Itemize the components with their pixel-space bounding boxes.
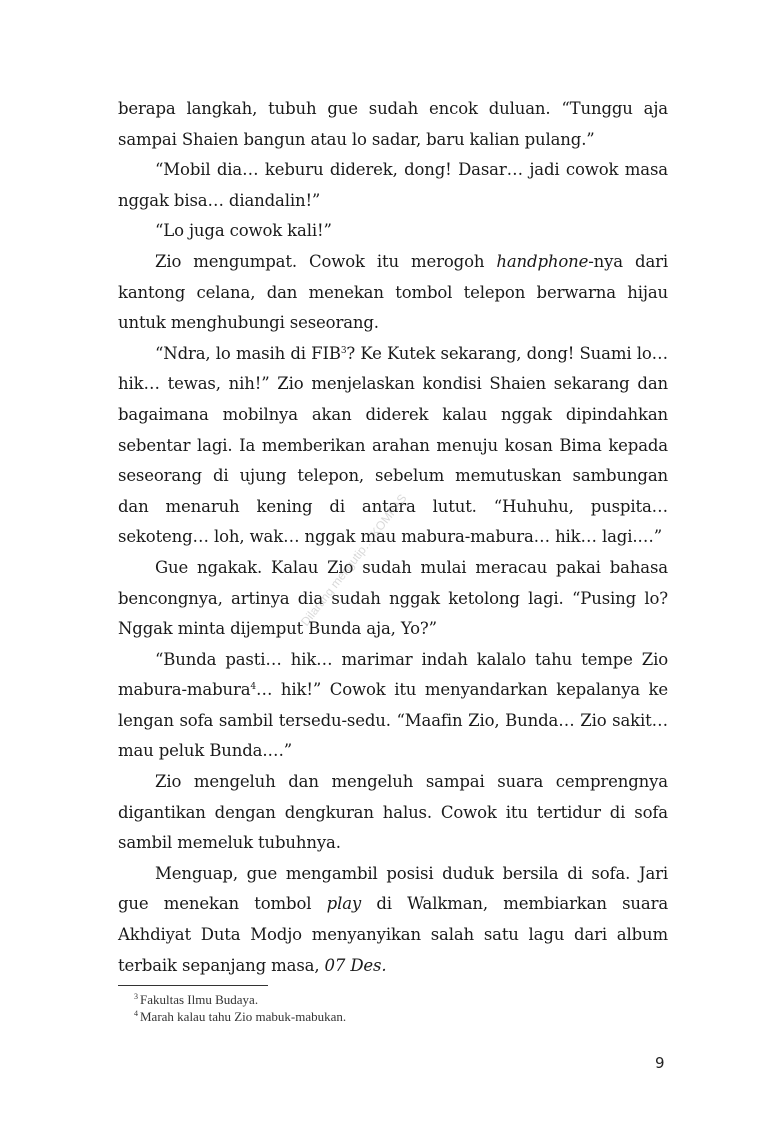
text-run: Zio mengumpat. Cowok itu merogoh — [155, 251, 497, 271]
footnote-rule — [118, 985, 268, 986]
text-run: “Ndra, lo masih di FIB — [155, 343, 341, 363]
text-run: -nya dari kantong celana, dan menekan tombol telepon berwarna hijau untuk menghubungi seseorang. — [118, 251, 668, 333]
text-run: “Lo juga cowok kali!” — [155, 221, 332, 241]
paragraph-9 — [118, 859, 668, 981]
paragraph-6 — [118, 553, 668, 645]
footnotes — [118, 985, 668, 1025]
footnote-4-number: 4 — [134, 1009, 138, 1018]
paragraph-7 — [118, 645, 668, 767]
footnote-ref: 4 — [250, 682, 256, 693]
text-run: ? Ke Kutek sekarang, dong! Suami lo… hik… tewas, nih!” Zio menjelaskan kondisi Shaien sekarang dan bagaimana mobilnya akan diderek kalau nggak dipindahkan sebentar lagi. Ia memberikan arahan menuju kosan Bima kepada seseorang di ujung telepon, sebelum memutuskan sambungan dan menaruh kening di antara lutut. “Huhuhu, puspita… sekoteng… loh, wak… nggak mau mabura-mabura… hik… lagi.…” — [118, 343, 668, 547]
footnote-4 — [118, 1008, 668, 1025]
paragraph-2 — [118, 155, 668, 216]
italic-text: play — [326, 894, 362, 914]
paragraph-3 — [118, 216, 668, 247]
text-run: berapa langkah, tubuh gue sudah encok duluan. “Tunggu aja sampai Shaien bangun atau lo sadar, baru kalian pulang.” — [118, 99, 668, 149]
footnote-3-text: Fakultas Ilmu Budaya. — [140, 992, 259, 1007]
text-run: Zio mengeluh dan mengeluh sampai suara cemprengnya digantikan dengan dengkuran halus. Cowok itu tertidur di sofa sambil memeluk tubuhnya. — [118, 772, 668, 853]
footnote-4-text: Marah kalau tahu Zio mabuk-mabukan. — [140, 1009, 347, 1024]
paragraph-4 — [118, 247, 668, 339]
text-run: Menguap, gue mengambil posisi duduk bersila di sofa. Jari gue menekan tombol — [118, 863, 668, 914]
paragraph-1 — [118, 94, 668, 155]
footnote-3-number: 3 — [134, 992, 138, 1001]
footnote-3 — [118, 991, 668, 1008]
watermark: Dilarang mengutip… KOMPAS — [298, 491, 410, 629]
main-text — [118, 94, 668, 981]
text-run: “Bunda pasti… hik… marimar indah kalalo tahu tempe Zio mabura-mabura — [118, 649, 668, 700]
text-run: “Mobil dia… keburu diderek, dong! Dasar… jadi cowok masa nggak bisa… diandalin!” — [118, 160, 668, 210]
italic-text: handphone — [496, 251, 589, 271]
text-run: … hik!” Cowok itu menyandarkan kepalanya ke lengan sofa sambil tersedu-sedu. “Maafin Zio, Bunda… Zio sakit… mau peluk Bunda.…” — [118, 680, 668, 761]
paragraph-8 — [118, 767, 668, 859]
footnote-ref: 3 — [340, 345, 347, 356]
text-run: Gue ngakak. Kalau Zio sudah mulai meracau pakai bahasa bencongnya, artinya dia sudah nggak ketolong lagi. “Pusing lo? Nggak minta dijemput Bunda aja, Yo?” — [118, 557, 668, 639]
text-run: di Walkman, membiarkan suara Akhdiyat Duta Modjo menyanyikan salah satu lagu dari album terbaik sepanjang masa, — [118, 894, 669, 975]
italic-text: 07 Des. — [324, 955, 387, 975]
page-number: 9 — [655, 1054, 665, 1072]
